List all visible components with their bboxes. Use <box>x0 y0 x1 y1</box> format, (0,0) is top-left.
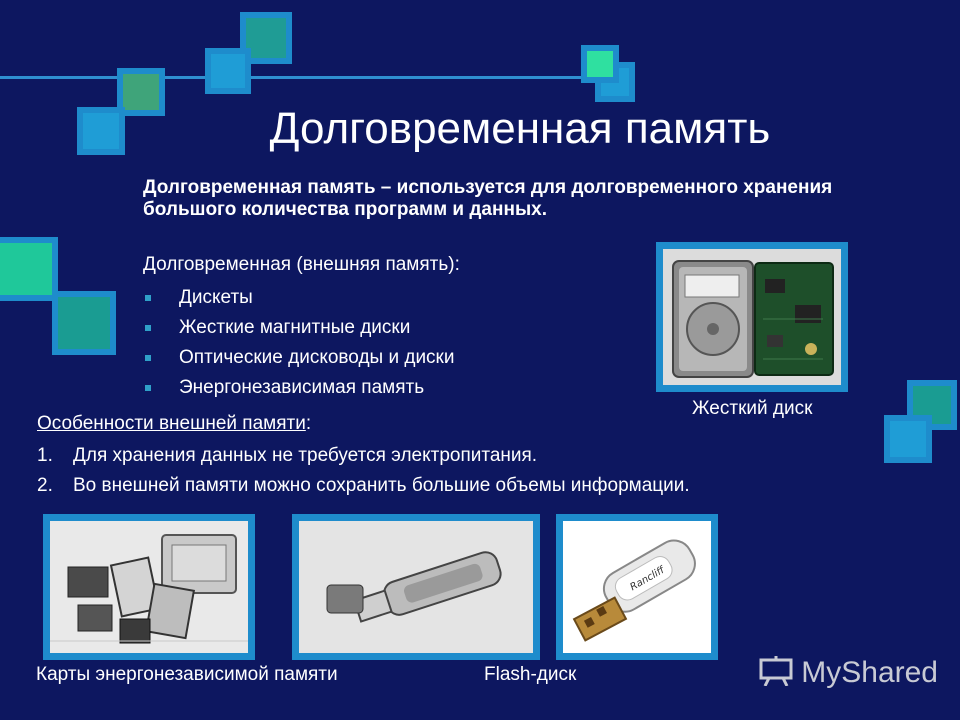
memory-cards-caption: Карты энергонезависимой памяти <box>36 664 338 685</box>
list-heading: Долговременная (внешняя память): <box>143 254 460 275</box>
slide-title: Долговременная память <box>269 104 771 153</box>
hdd-caption: Жесткий диск <box>692 398 813 419</box>
list-item: Дискеты <box>143 283 454 313</box>
intro-text: Долговременная память – используется для долговременного хранения большого количества программ и данных. <box>143 177 833 220</box>
list-item: Оптические дисководы и диски <box>143 343 454 373</box>
bullet-icon <box>145 355 151 361</box>
list-item: 1. Для хранения данных не требуется электропитания. <box>37 445 538 466</box>
logo-text: MyShared <box>801 656 938 689</box>
memory-cards-image <box>50 521 248 653</box>
decor-square <box>884 415 932 463</box>
bullet-icon <box>145 325 151 331</box>
flash-drive-2-photo <box>556 514 718 660</box>
bullet-icon <box>145 385 151 391</box>
memory-types-list <box>143 283 454 403</box>
flash-caption: Flash-диск <box>484 664 577 685</box>
flash-brand-text: Rancliff <box>628 564 667 594</box>
decor-square <box>52 291 116 355</box>
flash-drive-photo <box>292 514 540 660</box>
decor-square <box>0 237 58 301</box>
hard-disk-photo <box>656 242 848 392</box>
memory-cards-photo <box>43 514 255 660</box>
list-item: Жесткие магнитные диски <box>143 313 454 343</box>
decor-line <box>0 76 630 79</box>
watermark-logo <box>759 656 938 690</box>
list-item: Энергонезависимая память <box>143 373 454 403</box>
flash-drive-2-image <box>563 521 711 653</box>
hard-disk-image <box>663 249 841 385</box>
features-list <box>37 441 690 501</box>
decor-square <box>205 48 251 94</box>
features-heading: Особенности внешней памяти: <box>37 413 312 434</box>
flash-drive-image <box>299 521 533 653</box>
bullet-icon <box>145 295 151 301</box>
presentation-icon <box>759 656 793 686</box>
decor-square <box>581 45 619 83</box>
list-item: 2. Во внешней памяти можно сохранить большие объемы информации. <box>37 475 690 496</box>
